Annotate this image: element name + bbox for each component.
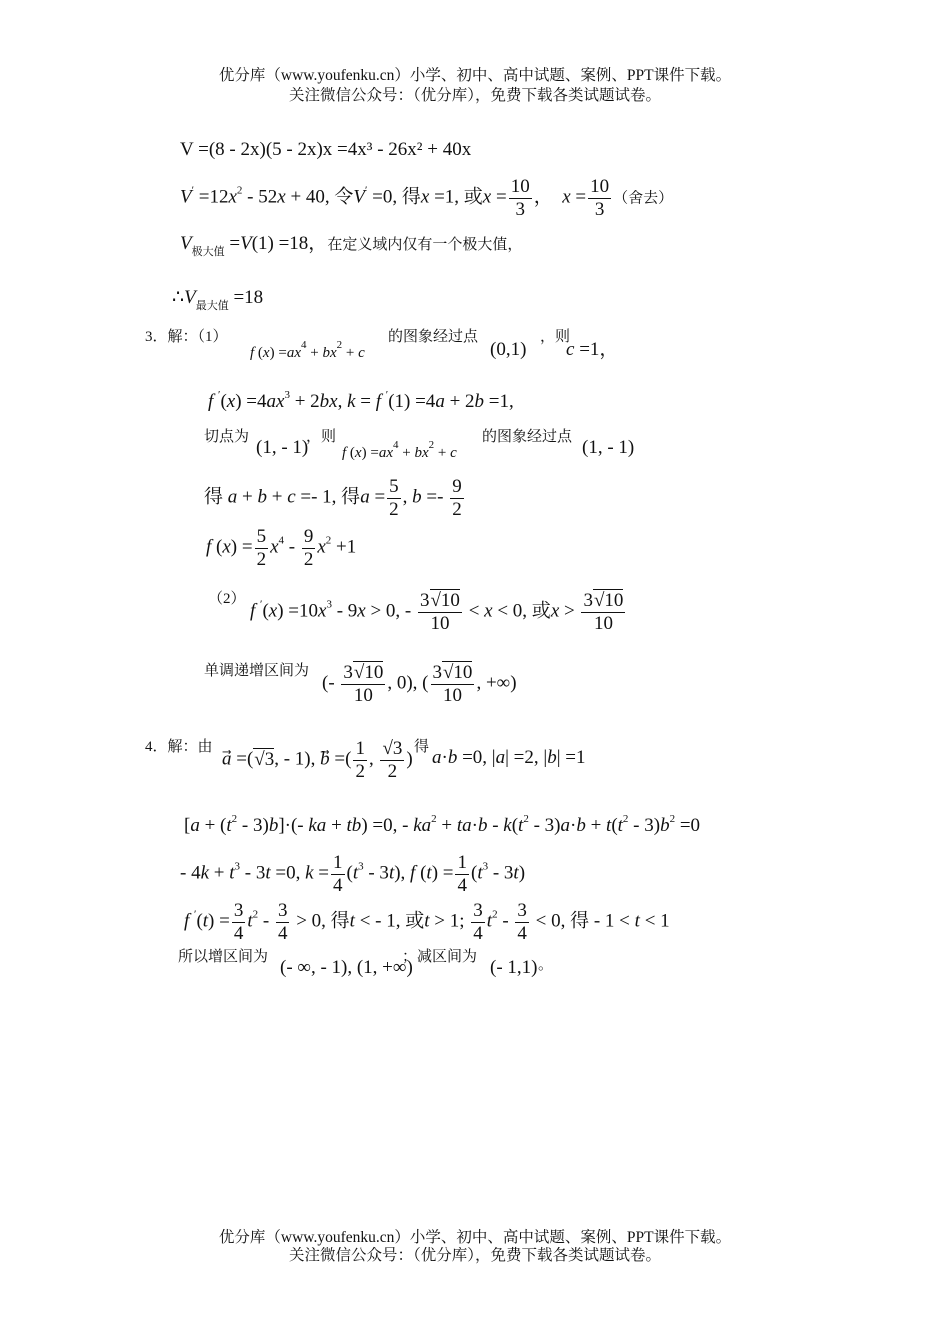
q4-label: 4．解：由	[145, 739, 213, 755]
footer-line-2: 关注微信公众号：（优分库），免费下载各类试题试卷。	[288, 1247, 661, 1264]
q3-point-1m1: (1, - 1)	[582, 437, 635, 458]
footer-line-1: 优分库（www.youfenku.cn）小学、初中、高中试题、案例、PPT课件下载。	[218, 1229, 732, 1246]
q4-increasing-intervals: (- ∞, - 1), (1, +∞)	[280, 957, 413, 978]
q4-k-function: - $4k + t^3 - 3t =0$, k = $\frac{1}{4}$ $(t^3 - 3t)$, f (t) = $\frac{1}{4}$ $(t^3 - 3t)$	[180, 852, 526, 896]
q3-tangent-label: 切点为	[204, 429, 250, 445]
q4-decreasing-label: ；减区间为	[402, 949, 478, 965]
q4-conclusion-label: 所以增区间为	[178, 949, 269, 965]
q3-point-01: (0,1)	[490, 339, 527, 360]
q3-tangent-point: (1, - 1)	[256, 437, 309, 458]
q3-derivative: f $'(x) =4ax^3 + 2bx$, k = f ′(1) =4a + 2b =1,	[208, 389, 514, 412]
q4-decreasing-interval: (- 1,1)	[490, 957, 538, 978]
q3-label: 3．解：（1）	[145, 329, 228, 345]
q3-function: f $(x) =ax^4 + bx^2 + c$	[250, 339, 365, 361]
q4-text-de: 得	[414, 739, 430, 755]
q3-part2-label: （2）	[208, 591, 246, 607]
q3-text-passes-2: 的图象经过点	[482, 429, 573, 445]
q3-tangent-then: ，则	[306, 429, 337, 445]
equation-volume: V =(8 - 2x)(5 - 2x)x =4x³ - 26x² + 40x	[180, 139, 472, 160]
q3-increasing-label: 单调递增区间为	[204, 663, 310, 679]
q3-text-then: ，则	[540, 329, 571, 345]
q4-derivative-sign: f ′(t) = $\frac{3}{4}$ $t^2$ - $\frac{3}{4}$ > 0, 得t < - 1, 或t > 1; $\frac{3}{4}$ $t^2$ - $\frac{3}{4}$ < 0, 得 - 1 < t < 1	[184, 900, 670, 944]
header-line-2: 关注微信公众号：（优分库），免费下载各类试题试卷。	[288, 87, 661, 104]
header-line-1: 优分库（www.youfenku.cn）小学、初中、高中试题、案例、PPT课件下载。	[218, 67, 732, 84]
q3-part2-inequality: f $'(x) =10x^3 - 9x > 0$, - $\frac{3√10}{10}$ < x < 0, 或x > $\frac{3√10}{10}$	[250, 590, 624, 634]
subscript-global-max: 最大值	[195, 300, 229, 312]
q4-dot-product: a·b =0, |a| =2, |b| =1	[432, 747, 586, 768]
q3-function-2: f $(x) =ax^4 + bx^2 + c$	[342, 439, 457, 461]
q3-solve-ab: 得 a + b + c =- 1, 得a = $\frac{5}{2}$ , b =- $\frac{9}{2}$	[204, 476, 462, 520]
equation-global-max: $\therefore V_{最大值} =18$	[172, 287, 264, 312]
q3-text-passes: 的图象经过点	[388, 329, 479, 345]
q4-period: 。	[538, 957, 554, 973]
equation-local-max: $V_{极大值} =V(1) =18$，在定义域内仅有一个极大值，	[180, 233, 523, 258]
subscript-local-max: 极大值	[191, 246, 225, 258]
q4-perp-equation: $[a + (t^2 - 3)b]\cdot(-$ ka + tb) =0, - $ka^2 + ta\cdot b - k(t^2 - 3)a\cdot b + t(t^2 - 3)b^2 =0$	[184, 813, 701, 836]
q4-vectors: a⃗ =(√3, - 1), b⃗ =( $\frac{1}{2}$ , $\frac{√3}{2}$ )	[222, 738, 413, 782]
q3-function-final: f (x) = $\frac{5}{2}$ $x^4$ - $\frac{9}{2}$ $x^2 +1$	[206, 526, 357, 570]
note-discard: （舍去）	[613, 190, 674, 207]
equation-derivative-volume: $V' =12x^2 - 52x + 40$, 令V′ =0, 得x =1, 或x = $\frac{10}{3}$ ， x = $\frac{10}{3}$ （舍去）	[180, 176, 674, 220]
text-only-local-max: 在定义域内仅有一个极大值，	[327, 237, 523, 253]
q3-increasing-intervals: (- $\frac{3√10}{10}$ , 0), ( $\frac{3√10}{10}$ , +∞)	[322, 662, 517, 706]
q3-c-value: c =1，	[566, 339, 619, 360]
